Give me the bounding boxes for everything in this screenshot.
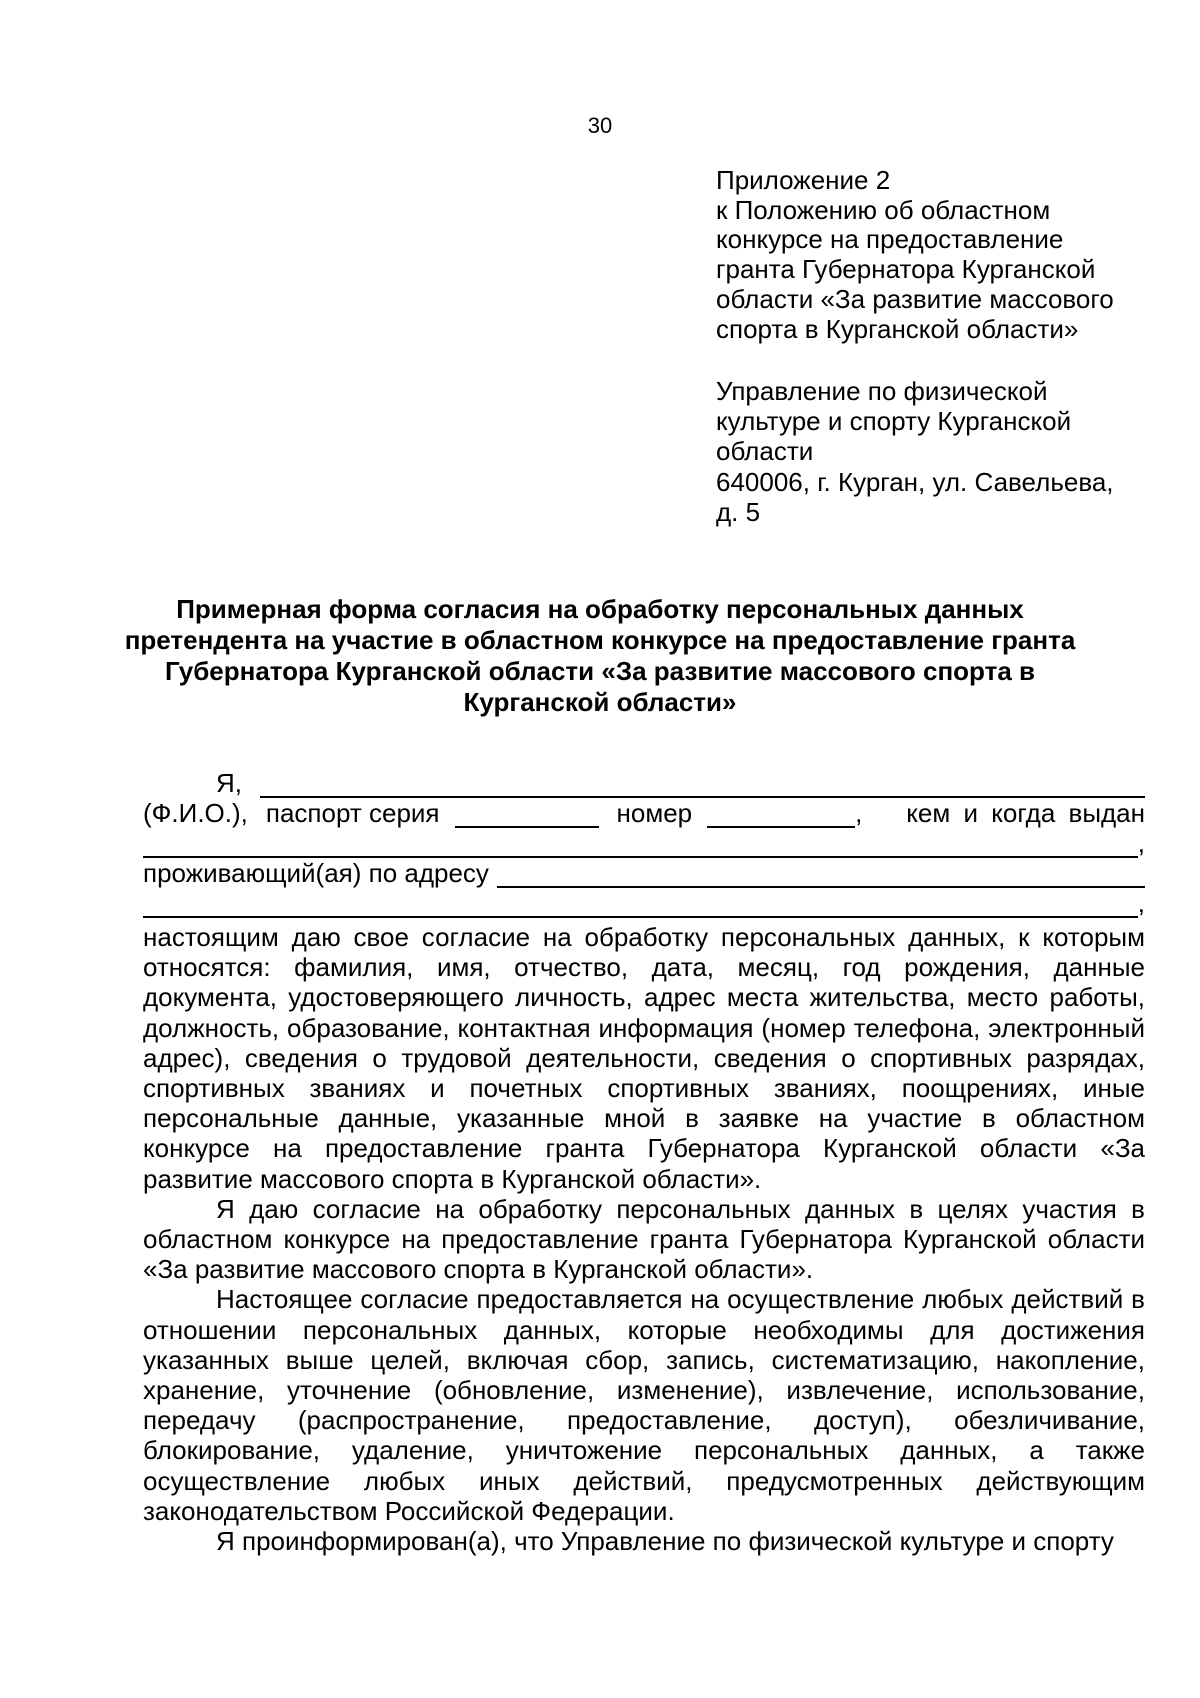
issued-row — [143, 828, 1145, 858]
passport-row — [143, 798, 1145, 828]
passport-series-label: паспорт серия — [265, 798, 440, 828]
passport-series-blank[interactable] — [455, 802, 599, 828]
addressee-line: 640006, г. Курган, ул. Савельева, — [716, 466, 1114, 497]
consent-paragraph: настоящим даю свое согласие на обработку персональных данных, к которым относятся: фамилия, имя, отчество, дата, месяц, год рождения, данные документа, удостоверяющего личность, адрес места жительства, место работы, должность, образование, контактная информация (номер телефона, электронный адрес), сведения о трудовой деятельности, сведения о спортивных разрядах, спортивных званиях и почетных спортивных званиях, поощрениях, иные персональные данные, указанные мной в заявке на участие в областном конкурсе на предоставление гранта Губернатора Курганской области «За развитие массового спорта в Курганской области». — [143, 922, 1145, 1194]
appendix-line: гранта Губернатора Курганской — [716, 254, 1096, 285]
address-label: проживающий(ая) по адресу — [143, 858, 489, 888]
addressee-block — [716, 376, 1156, 527]
addressee-line: культуре и спорту Курганской — [716, 406, 1072, 437]
appendix-line: Приложение 2 — [716, 165, 891, 195]
i-label: Я, — [216, 768, 242, 798]
fio-blank[interactable] — [260, 772, 1145, 798]
personal-data-fields — [143, 768, 1145, 918]
consent-paragraph: Я проинформирован(а), что Управление по физической культуре и спорту — [216, 1526, 1114, 1557]
addressee-line: Управление по физической — [716, 376, 1048, 406]
address-continued-row — [143, 888, 1145, 918]
appendix-line: спорта в Курганской области» — [716, 313, 1079, 344]
consent-paragraph: Настоящее согласие предоставляется на осуществление любых действий в отношении персональных данных, которые необходимы для достижения указанных выше целей, включая сбор, запись, систематизацию, накопление, хранение, уточнение (обновление, изменение), извлечение, использование, передачу (распространение, предоставление, доступ), обезличивание, блокирование, удаление, уничтожение персональных данных, а также осуществление любых иных действий, предусмотренных действующим законодательством Российской Федерации. — [143, 1284, 1145, 1526]
appendix-line: конкурсе на предоставление — [716, 224, 1064, 255]
appendix-line: области «За развитие массового — [716, 283, 1114, 314]
address-continued-blank[interactable] — [143, 892, 1138, 918]
issued-by-label: кем и когда выдан — [906, 798, 1145, 828]
comma: , — [1137, 888, 1145, 918]
address-blank[interactable] — [497, 862, 1145, 888]
passport-number-blank[interactable] — [707, 802, 855, 828]
consent-body — [143, 922, 1145, 1556]
passport-number-label: номер — [616, 798, 693, 828]
comma: , — [1137, 828, 1145, 858]
page-number: 30 — [587, 113, 613, 138]
address-row — [143, 858, 1145, 888]
name-row — [143, 768, 1145, 798]
consent-paragraph: Я даю согласие на обработку персональных данных в целях участия в областном конкурсе на предоставление гранта Губернатора Курганской области «За развитие массового спорта в Курганской области». — [143, 1193, 1145, 1285]
addressee-line: области — [716, 436, 814, 467]
issued-by-blank[interactable] — [143, 832, 1138, 858]
appendix-header — [716, 166, 1156, 344]
form-title: Примерная форма согласия на обработку персональных данных претендента на участие в областном конкурсе на предоставление гранта Губернатора Курганской области «За развитие массового спорта в Курганской области» — [124, 594, 1076, 717]
comma: , — [855, 798, 863, 828]
appendix-line: к Положению об областном — [716, 194, 1051, 225]
fio-label: (Ф.И.О.), — [143, 798, 248, 828]
addressee-line: д. 5 — [716, 496, 761, 527]
